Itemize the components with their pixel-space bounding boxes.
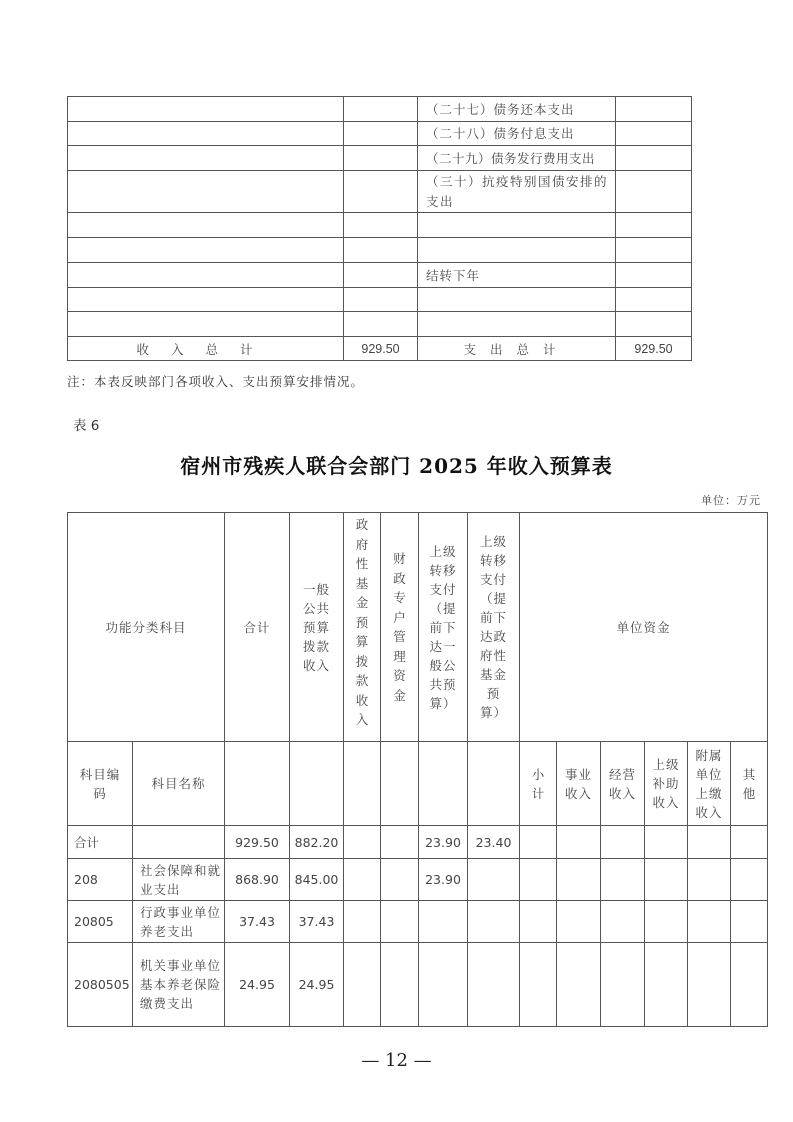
header-transfer-general bbox=[419, 513, 468, 742]
business-cell bbox=[557, 943, 601, 1027]
table-row bbox=[68, 826, 768, 859]
header-gov-fund-text: 政府性基金预算拨款收入 bbox=[355, 517, 370, 727]
income-item-cell bbox=[68, 288, 344, 312]
business-cell bbox=[557, 826, 601, 859]
expense-amount-cell bbox=[616, 122, 692, 146]
page-title: 宿州市残疾人联合会部门 2025 年收入预算表 bbox=[180, 454, 613, 478]
header-general-budget bbox=[290, 513, 344, 742]
table-row bbox=[68, 171, 692, 213]
table-row bbox=[68, 859, 768, 901]
income-item-cell bbox=[68, 122, 344, 146]
header-affiliated bbox=[688, 742, 731, 826]
income-total-label: 收入总计 bbox=[68, 337, 344, 361]
header-subsidy bbox=[645, 742, 688, 826]
other-cell bbox=[731, 943, 768, 1027]
other-cell bbox=[731, 826, 768, 859]
subtotal-cell bbox=[520, 943, 557, 1027]
table-note: 注：本表反映部门各项收入、支出预算安排情况。 bbox=[67, 374, 365, 389]
header-transfer-fund bbox=[468, 513, 520, 742]
header-empty bbox=[381, 742, 419, 826]
income-amount-cell bbox=[344, 238, 418, 263]
expense-amount-cell bbox=[616, 263, 692, 288]
code-cell: 20805 bbox=[68, 901, 133, 943]
income-budget-table bbox=[67, 512, 768, 1027]
table-row bbox=[68, 288, 692, 312]
header-operating-text: 经营收入 bbox=[609, 766, 637, 801]
subsidy-cell bbox=[645, 826, 688, 859]
header-row bbox=[68, 513, 768, 742]
business-cell bbox=[557, 859, 601, 901]
operating-cell bbox=[601, 859, 645, 901]
header-code-text: 科目编码 bbox=[79, 766, 121, 801]
header-empty bbox=[225, 742, 290, 826]
general-cell: 37.43 bbox=[290, 901, 344, 943]
table-row bbox=[68, 901, 768, 943]
header-code bbox=[68, 742, 133, 826]
income-item-cell bbox=[68, 171, 344, 213]
header-affiliated-text: 附属单位上缴收入 bbox=[695, 747, 723, 820]
name-cell: 机关事业单位基本养老保险缴费支出 bbox=[133, 943, 225, 1027]
header-name: 科目名称 bbox=[133, 742, 225, 826]
header-general-budget-text: 一般公共预算拨款收入 bbox=[303, 581, 331, 673]
affiliated-cell bbox=[688, 826, 731, 859]
operating-cell bbox=[601, 826, 645, 859]
header-transfer-general-text: 上级转移支付（提前下达一般公共预算） bbox=[429, 543, 457, 711]
gov-fund-cell bbox=[344, 859, 381, 901]
expense-amount-cell bbox=[616, 238, 692, 263]
total-cell: 24.95 bbox=[225, 943, 290, 1027]
general-cell: 845.00 bbox=[290, 859, 344, 901]
other-cell bbox=[731, 859, 768, 901]
header-gov-fund bbox=[344, 513, 381, 742]
business-cell bbox=[557, 901, 601, 943]
table-row bbox=[68, 312, 692, 337]
gov-fund-cell bbox=[344, 901, 381, 943]
totals-row bbox=[68, 337, 692, 361]
transfer-fund-cell bbox=[468, 859, 520, 901]
table-number: 表 6 bbox=[73, 418, 100, 434]
header-unit-funds: 单位资金 bbox=[520, 513, 768, 742]
subtotal-cell bbox=[520, 826, 557, 859]
header-empty bbox=[290, 742, 344, 826]
expense-total-amount: 929.50 bbox=[616, 337, 692, 361]
special-cell bbox=[381, 826, 419, 859]
transfer-fund-cell bbox=[468, 943, 520, 1027]
expense-item-cell bbox=[418, 213, 616, 238]
total-cell: 868.90 bbox=[225, 859, 290, 901]
gov-fund-cell bbox=[344, 826, 381, 859]
total-cell: 37.43 bbox=[225, 901, 290, 943]
header-empty bbox=[344, 742, 381, 826]
table-row bbox=[68, 146, 692, 171]
income-item-cell bbox=[68, 97, 344, 122]
special-cell bbox=[381, 901, 419, 943]
expense-item-cell: （二十七）债务还本支出 bbox=[418, 97, 616, 122]
subsidy-cell bbox=[645, 943, 688, 1027]
name-cell: 行政事业单位养老支出 bbox=[133, 901, 225, 943]
expense-amount-cell bbox=[616, 288, 692, 312]
income-item-cell bbox=[68, 146, 344, 171]
header-empty bbox=[419, 742, 468, 826]
general-cell: 24.95 bbox=[290, 943, 344, 1027]
subheader-row bbox=[68, 742, 768, 826]
total-cell: 929.50 bbox=[225, 826, 290, 859]
special-cell bbox=[381, 859, 419, 901]
header-subsidy-text: 上级补助收入 bbox=[652, 757, 680, 810]
expense-amount-cell bbox=[616, 97, 692, 122]
subtotal-cell bbox=[520, 859, 557, 901]
income-amount-cell bbox=[344, 97, 418, 122]
header-empty bbox=[468, 742, 520, 826]
table-row bbox=[68, 122, 692, 146]
subtotal-cell bbox=[520, 901, 557, 943]
header-special-account bbox=[381, 513, 419, 742]
code-cell: 合计 bbox=[68, 826, 133, 859]
income-amount-cell bbox=[344, 288, 418, 312]
header-operating bbox=[601, 742, 645, 826]
header-other-text: 其他 bbox=[742, 766, 757, 801]
operating-cell bbox=[601, 943, 645, 1027]
operating-cell bbox=[601, 901, 645, 943]
affiliated-cell bbox=[688, 943, 731, 1027]
transfer-general-cell bbox=[419, 901, 468, 943]
header-transfer-fund-text: 上级转移支付（提前下达政府性基金预算） bbox=[480, 534, 508, 720]
income-amount-cell bbox=[344, 171, 418, 213]
expense-item-cell: 结转下年 bbox=[418, 263, 616, 288]
general-cell: 882.20 bbox=[290, 826, 344, 859]
other-cell bbox=[731, 901, 768, 943]
transfer-fund-cell: 23.40 bbox=[468, 826, 520, 859]
subsidy-cell bbox=[645, 859, 688, 901]
header-total: 合计 bbox=[225, 513, 290, 742]
transfer-general-cell: 23.90 bbox=[419, 859, 468, 901]
transfer-fund-cell bbox=[468, 901, 520, 943]
expense-item-cell: （二十九）债务发行费用支出 bbox=[418, 146, 616, 171]
header-other bbox=[731, 742, 768, 826]
table-row bbox=[68, 943, 768, 1027]
header-subtotal bbox=[520, 742, 557, 826]
special-cell bbox=[381, 943, 419, 1027]
transfer-general-cell bbox=[419, 943, 468, 1027]
unit-label: 单位：万元 bbox=[701, 494, 761, 507]
income-amount-cell bbox=[344, 146, 418, 171]
header-category: 功能分类科目 bbox=[68, 513, 225, 742]
expense-total-label: 支出总计 bbox=[418, 337, 616, 361]
transfer-general-cell: 23.90 bbox=[419, 826, 468, 859]
income-item-cell bbox=[68, 213, 344, 238]
subsidy-cell bbox=[645, 901, 688, 943]
table-row bbox=[68, 97, 692, 122]
expense-item-cell bbox=[418, 312, 616, 337]
income-amount-cell bbox=[344, 312, 418, 337]
code-cell: 2080505 bbox=[68, 943, 133, 1027]
name-cell: 社会保障和就业支出 bbox=[133, 859, 225, 901]
affiliated-cell bbox=[688, 859, 731, 901]
expense-item-cell: （三十）抗疫特别国债安排的支出 bbox=[418, 171, 616, 213]
name-cell bbox=[133, 826, 225, 859]
expense-amount-cell bbox=[616, 171, 692, 213]
code-cell: 208 bbox=[68, 859, 133, 901]
income-amount-cell bbox=[344, 213, 418, 238]
header-business-text: 事业收入 bbox=[565, 766, 593, 801]
expense-amount-cell bbox=[616, 213, 692, 238]
income-item-cell bbox=[68, 312, 344, 337]
affiliated-cell bbox=[688, 901, 731, 943]
expense-item-cell: （二十八）债务付息支出 bbox=[418, 122, 616, 146]
income-amount-cell bbox=[344, 122, 418, 146]
income-expense-summary-table bbox=[67, 96, 692, 361]
income-item-cell bbox=[68, 263, 344, 288]
table-row bbox=[68, 238, 692, 263]
table-row bbox=[68, 263, 692, 288]
expense-item-cell bbox=[418, 288, 616, 312]
income-amount-cell bbox=[344, 263, 418, 288]
page-number: — 12 — bbox=[361, 1050, 432, 1071]
header-business bbox=[557, 742, 601, 826]
expense-amount-cell bbox=[616, 312, 692, 337]
expense-item-cell bbox=[418, 238, 616, 263]
income-total-amount: 929.50 bbox=[344, 337, 418, 361]
gov-fund-cell bbox=[344, 943, 381, 1027]
income-item-cell bbox=[68, 238, 344, 263]
expense-amount-cell bbox=[616, 146, 692, 171]
header-subtotal-text: 小计 bbox=[531, 766, 546, 801]
table-row bbox=[68, 213, 692, 238]
header-special-account-text: 财政专户管理资金 bbox=[393, 551, 407, 703]
